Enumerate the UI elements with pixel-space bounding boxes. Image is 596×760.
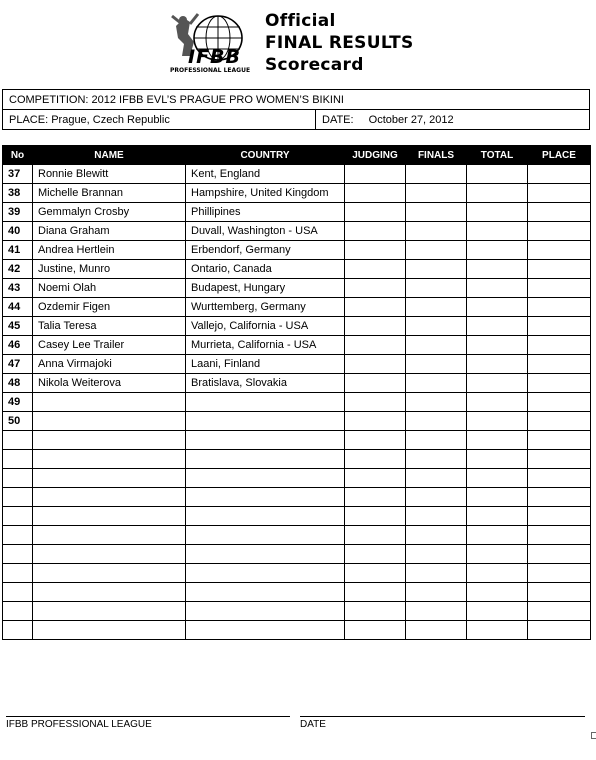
competition-info bbox=[2, 89, 590, 130]
cell-name: Diana Graham bbox=[33, 222, 186, 241]
cell-judging bbox=[345, 165, 406, 184]
cell-total bbox=[467, 545, 528, 564]
cell-total bbox=[467, 507, 528, 526]
cell-no bbox=[3, 545, 33, 564]
table-row bbox=[3, 241, 591, 260]
cell-country bbox=[186, 393, 345, 412]
cell-judging bbox=[345, 469, 406, 488]
cell-place bbox=[528, 184, 591, 203]
cell-total bbox=[467, 260, 528, 279]
cell-finals bbox=[406, 412, 467, 431]
cell-place bbox=[528, 450, 591, 469]
cell-country bbox=[186, 583, 345, 602]
table-row bbox=[3, 564, 591, 583]
table-row bbox=[3, 431, 591, 450]
col-header-place: PLACE bbox=[528, 146, 591, 165]
title-line-1: Official bbox=[265, 11, 336, 31]
cell-judging bbox=[345, 412, 406, 431]
cell-total bbox=[467, 621, 528, 640]
cell-name: Casey Lee Trailer bbox=[33, 336, 186, 355]
col-header-country: COUNTRY bbox=[186, 146, 345, 165]
table-row bbox=[3, 203, 591, 222]
cell-total bbox=[467, 583, 528, 602]
cell-name: Anna Virmajoki bbox=[33, 355, 186, 374]
results-body bbox=[3, 165, 591, 640]
cell-judging bbox=[345, 203, 406, 222]
cell-judging bbox=[345, 336, 406, 355]
ifbb-logo bbox=[168, 12, 260, 76]
cell-finals bbox=[406, 260, 467, 279]
cell-finals bbox=[406, 621, 467, 640]
col-header-judging: JUDGING bbox=[345, 146, 406, 165]
cell-no: 48 bbox=[3, 374, 33, 393]
cell-finals bbox=[406, 564, 467, 583]
cell-no bbox=[3, 621, 33, 640]
cell-no bbox=[3, 602, 33, 621]
cell-no: 50 bbox=[3, 412, 33, 431]
logo-subtext: PROFESSIONAL LEAGUE bbox=[170, 67, 251, 74]
cell-no bbox=[3, 526, 33, 545]
cell-total bbox=[467, 564, 528, 583]
cell-no: 39 bbox=[3, 203, 33, 222]
table-row bbox=[3, 412, 591, 431]
cell-country bbox=[186, 450, 345, 469]
cell-place bbox=[528, 469, 591, 488]
cell-finals bbox=[406, 545, 467, 564]
cell-total bbox=[467, 393, 528, 412]
logo-text: IFBB bbox=[188, 46, 242, 68]
col-header-finals: FINALS bbox=[406, 146, 467, 165]
cell-total bbox=[467, 241, 528, 260]
cell-place bbox=[528, 545, 591, 564]
cell-total bbox=[467, 222, 528, 241]
cell-country: Phillipines bbox=[186, 203, 345, 222]
cell-name bbox=[33, 583, 186, 602]
table-row bbox=[3, 184, 591, 203]
place-value: Prague, Czech Republic bbox=[51, 113, 170, 126]
cell-no bbox=[3, 431, 33, 450]
cell-judging bbox=[345, 621, 406, 640]
cell-no bbox=[3, 469, 33, 488]
cell-finals bbox=[406, 222, 467, 241]
cell-place bbox=[528, 279, 591, 298]
table-row bbox=[3, 469, 591, 488]
cell-judging bbox=[345, 241, 406, 260]
cell-total bbox=[467, 317, 528, 336]
cell-judging bbox=[345, 355, 406, 374]
cell-finals bbox=[406, 450, 467, 469]
table-row bbox=[3, 393, 591, 412]
cell-name: Andrea Hertlein bbox=[33, 241, 186, 260]
cell-name bbox=[33, 393, 186, 412]
cell-name bbox=[33, 621, 186, 640]
cell-total bbox=[467, 450, 528, 469]
cell-place bbox=[528, 298, 591, 317]
table-row bbox=[3, 336, 591, 355]
cell-name bbox=[33, 469, 186, 488]
cell-name bbox=[33, 602, 186, 621]
corner-marker bbox=[591, 732, 596, 739]
cell-no bbox=[3, 507, 33, 526]
cell-country bbox=[186, 431, 345, 450]
cell-judging bbox=[345, 279, 406, 298]
cell-name: Michelle Brannan bbox=[33, 184, 186, 203]
cell-place bbox=[528, 507, 591, 526]
cell-place bbox=[528, 374, 591, 393]
cell-finals bbox=[406, 583, 467, 602]
cell-total bbox=[467, 298, 528, 317]
table-header-row bbox=[3, 146, 591, 165]
cell-place bbox=[528, 317, 591, 336]
cell-judging bbox=[345, 184, 406, 203]
cell-total bbox=[467, 184, 528, 203]
cell-place bbox=[528, 260, 591, 279]
cell-country: Vallejo, California - USA bbox=[186, 317, 345, 336]
table-row bbox=[3, 450, 591, 469]
league-signature-label: IFBB PROFESSIONAL LEAGUE bbox=[6, 719, 152, 730]
date-signature-line bbox=[300, 716, 585, 730]
cell-country bbox=[186, 469, 345, 488]
cell-no bbox=[3, 583, 33, 602]
title-line-2: FINAL RESULTS bbox=[265, 33, 414, 53]
cell-judging bbox=[345, 317, 406, 336]
table-row bbox=[3, 545, 591, 564]
col-header-no: No bbox=[3, 146, 33, 165]
date-value: October 27, 2012 bbox=[368, 113, 454, 126]
cell-place bbox=[528, 203, 591, 222]
cell-finals bbox=[406, 279, 467, 298]
cell-place bbox=[528, 241, 591, 260]
cell-country: Duvall, Washington - USA bbox=[186, 222, 345, 241]
col-header-name: NAME bbox=[33, 146, 186, 165]
table-row bbox=[3, 222, 591, 241]
cell-country: Murrieta, California - USA bbox=[186, 336, 345, 355]
cell-country bbox=[186, 412, 345, 431]
cell-place bbox=[528, 621, 591, 640]
cell-place bbox=[528, 222, 591, 241]
cell-name: Nikola Weiterova bbox=[33, 374, 186, 393]
cell-name bbox=[33, 412, 186, 431]
table-row bbox=[3, 260, 591, 279]
cell-no: 44 bbox=[3, 298, 33, 317]
cell-country: Ontario, Canada bbox=[186, 260, 345, 279]
competition-value: 2012 IFBB EVL’S PRAGUE PRO WOMEN’S BIKINI bbox=[91, 93, 344, 106]
competition-label: COMPETITION: bbox=[9, 93, 89, 106]
cell-country bbox=[186, 545, 345, 564]
cell-finals bbox=[406, 431, 467, 450]
cell-name: Ronnie Blewitt bbox=[33, 165, 186, 184]
cell-place bbox=[528, 165, 591, 184]
cell-total bbox=[467, 469, 528, 488]
cell-judging bbox=[345, 260, 406, 279]
results-table bbox=[2, 145, 591, 640]
cell-total bbox=[467, 488, 528, 507]
table-row bbox=[3, 298, 591, 317]
cell-judging bbox=[345, 222, 406, 241]
cell-total bbox=[467, 336, 528, 355]
cell-name bbox=[33, 507, 186, 526]
cell-judging bbox=[345, 564, 406, 583]
cell-no: 43 bbox=[3, 279, 33, 298]
cell-country bbox=[186, 507, 345, 526]
cell-no: 46 bbox=[3, 336, 33, 355]
cell-country bbox=[186, 621, 345, 640]
table-row bbox=[3, 317, 591, 336]
date-label: DATE: bbox=[322, 113, 354, 126]
cell-total bbox=[467, 279, 528, 298]
cell-no: 49 bbox=[3, 393, 33, 412]
table-row bbox=[3, 279, 591, 298]
cell-judging bbox=[345, 431, 406, 450]
cell-total bbox=[467, 165, 528, 184]
cell-place bbox=[528, 602, 591, 621]
cell-judging bbox=[345, 450, 406, 469]
cell-country: Hampshire, United Kingdom bbox=[186, 184, 345, 203]
cell-place bbox=[528, 583, 591, 602]
cell-place bbox=[528, 431, 591, 450]
table-row bbox=[3, 488, 591, 507]
cell-name bbox=[33, 488, 186, 507]
cell-judging bbox=[345, 298, 406, 317]
table-row bbox=[3, 355, 591, 374]
cell-total bbox=[467, 602, 528, 621]
cell-total bbox=[467, 374, 528, 393]
table-row bbox=[3, 583, 591, 602]
cell-judging bbox=[345, 545, 406, 564]
cell-name bbox=[33, 526, 186, 545]
cell-country bbox=[186, 564, 345, 583]
cell-name bbox=[33, 545, 186, 564]
place-cell bbox=[3, 110, 316, 130]
date-signature-label: DATE bbox=[300, 719, 326, 730]
cell-country bbox=[186, 602, 345, 621]
cell-place bbox=[528, 564, 591, 583]
cell-name: Ozdemir Figen bbox=[33, 298, 186, 317]
cell-no: 38 bbox=[3, 184, 33, 203]
cell-judging bbox=[345, 507, 406, 526]
date-cell bbox=[316, 110, 590, 130]
cell-judging bbox=[345, 602, 406, 621]
cell-judging bbox=[345, 393, 406, 412]
cell-no: 45 bbox=[3, 317, 33, 336]
table-row bbox=[3, 374, 591, 393]
cell-place bbox=[528, 488, 591, 507]
cell-country bbox=[186, 488, 345, 507]
cell-country bbox=[186, 526, 345, 545]
cell-name bbox=[33, 450, 186, 469]
cell-finals bbox=[406, 526, 467, 545]
col-header-total: TOTAL bbox=[467, 146, 528, 165]
table-row bbox=[3, 165, 591, 184]
cell-finals bbox=[406, 241, 467, 260]
cell-name: Justine, Munro bbox=[33, 260, 186, 279]
cell-judging bbox=[345, 488, 406, 507]
cell-country: Bratislava, Slovakia bbox=[186, 374, 345, 393]
table-row bbox=[3, 602, 591, 621]
cell-total bbox=[467, 203, 528, 222]
cell-finals bbox=[406, 298, 467, 317]
cell-place bbox=[528, 355, 591, 374]
cell-place bbox=[528, 393, 591, 412]
cell-country: Erbendorf, Germany bbox=[186, 241, 345, 260]
cell-finals bbox=[406, 355, 467, 374]
cell-no: 40 bbox=[3, 222, 33, 241]
cell-total bbox=[467, 526, 528, 545]
cell-judging bbox=[345, 374, 406, 393]
cell-finals bbox=[406, 469, 467, 488]
cell-total bbox=[467, 412, 528, 431]
place-label: PLACE: bbox=[9, 113, 49, 126]
cell-finals bbox=[406, 203, 467, 222]
cell-finals bbox=[406, 336, 467, 355]
cell-finals bbox=[406, 374, 467, 393]
cell-no bbox=[3, 488, 33, 507]
cell-country: Budapest, Hungary bbox=[186, 279, 345, 298]
cell-country: Kent, England bbox=[186, 165, 345, 184]
cell-no: 37 bbox=[3, 165, 33, 184]
title-line-3: Scorecard bbox=[265, 55, 364, 75]
league-signature-line bbox=[6, 716, 290, 730]
cell-place bbox=[528, 336, 591, 355]
cell-finals bbox=[406, 393, 467, 412]
cell-name: Noemi Olah bbox=[33, 279, 186, 298]
cell-finals bbox=[406, 488, 467, 507]
table-row bbox=[3, 526, 591, 545]
cell-place bbox=[528, 526, 591, 545]
cell-name: Talia Teresa bbox=[33, 317, 186, 336]
cell-finals bbox=[406, 602, 467, 621]
cell-total bbox=[467, 431, 528, 450]
table-row bbox=[3, 507, 591, 526]
table-row bbox=[3, 621, 591, 640]
cell-finals bbox=[406, 507, 467, 526]
cell-name: Gemmalyn Crosby bbox=[33, 203, 186, 222]
scorecard-title bbox=[265, 10, 414, 76]
cell-no: 41 bbox=[3, 241, 33, 260]
cell-no: 47 bbox=[3, 355, 33, 374]
cell-no bbox=[3, 450, 33, 469]
cell-country: Wurttemberg, Germany bbox=[186, 298, 345, 317]
cell-total bbox=[467, 355, 528, 374]
cell-finals bbox=[406, 165, 467, 184]
cell-finals bbox=[406, 317, 467, 336]
cell-country: Laani, Finland bbox=[186, 355, 345, 374]
cell-no bbox=[3, 564, 33, 583]
cell-finals bbox=[406, 184, 467, 203]
cell-place bbox=[528, 412, 591, 431]
competition-row bbox=[3, 90, 590, 110]
cell-name bbox=[33, 564, 186, 583]
cell-name bbox=[33, 431, 186, 450]
cell-judging bbox=[345, 526, 406, 545]
cell-no: 42 bbox=[3, 260, 33, 279]
cell-judging bbox=[345, 583, 406, 602]
